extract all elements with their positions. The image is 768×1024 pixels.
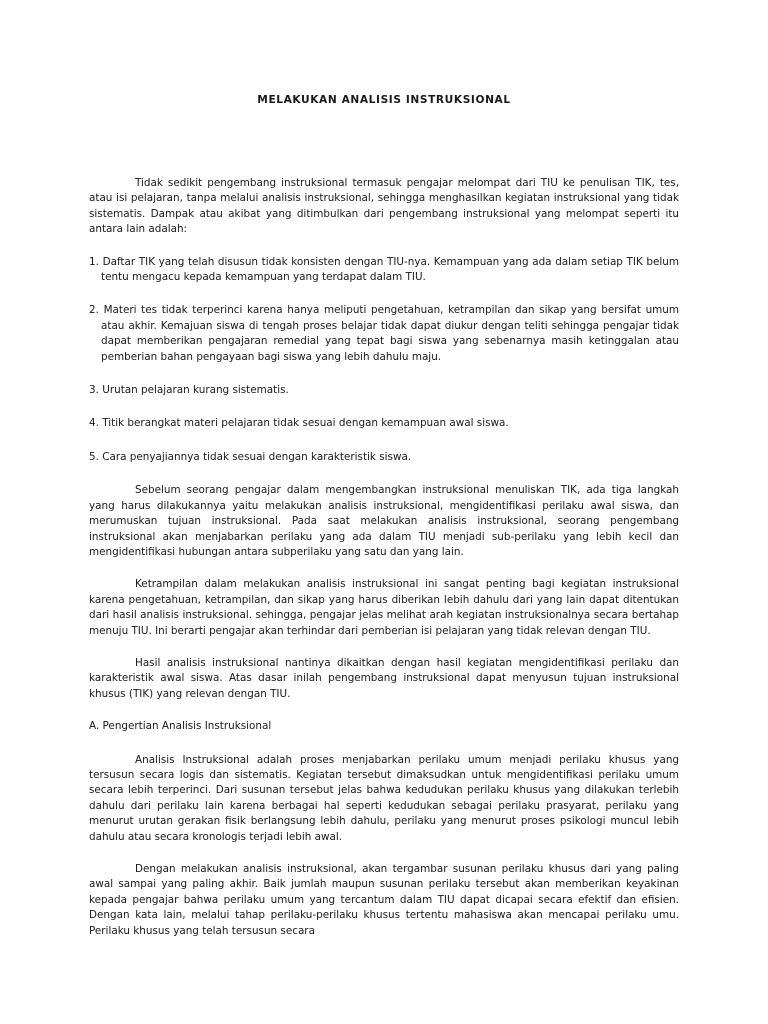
section-heading: A. Pengertian Analisis Instruksional	[89, 720, 272, 733]
list-item	[89, 303, 679, 365]
list-item	[89, 255, 679, 286]
list-item	[89, 416, 679, 431]
list-item	[89, 383, 679, 398]
list-text: Daftar TIK yang telah disusun tidak konsisten dengan TIU-nya. Kemampuan yang ada dalam setiap TIK belum tentu mengacu kepada kemampuan yang terdapat dalam TIU.	[101, 255, 679, 284]
list-item	[89, 450, 679, 465]
list-number: 4.	[89, 417, 99, 430]
list-number: 3.	[89, 384, 99, 397]
list-number: 5.	[89, 450, 99, 463]
document-title: MELAKUKAN ANALISIS INSTRUKSIONAL	[257, 94, 511, 106]
list-text: Materi tes tidak terperinci karena hanya meliputi pengetahuan, ketrampilan dan sikap yang bersifat umum atau akhir. Kemajuan siswa di tengah proses belajar tidak dapat diukur dengan teliti sehingga pengajar tidak dapat memberikan pengajaran remedial yang tepat bagi siswa yang sebenarnya masih ketinggalan atau pemberian bahan pengayaan bagi siswa yang lebih dahulu maju.	[101, 304, 679, 363]
list-number: 2.	[89, 304, 99, 317]
section-paragraph: Dengan melakukan analisis instruksional, akan tergambar susunan perilaku khusus dari yang paling awal sampai yang paling akhir. Baik jumlah maupun susunan perilaku tersebut akan memberikan keyakinan kepada pengajar bahwa perilaku umum yang tercantum dalam TIU dapat dicapai secara efektif dan efisien. Dengan kata lain, melalui tahap perilaku-perilaku khusus tertentu mahasiswa akan mencapai perilaku umu. Perilaku khusus yang telah tersusun secara	[89, 863, 679, 937]
body-paragraph: Hasil analisis instruksional nantinya dikaitkan dengan hasil kegiatan mengidentifikasi perilaku dan karakteristik awal siswa. Atas dasar inilah pengembang instruksional dapat menyusun tujuan instruksional khusus (TIK) yang relevan dengan TIU.	[89, 656, 679, 700]
document-body	[89, 176, 679, 956]
section-paragraph: Analisis Instruksional adalah proses menjabarkan perilaku umum menjadi perilaku khusus yang tersusun secara logis dan sistematis. Kegiatan tersebut dimaksudkan untuk mengidentifikasi perilaku umum secara lebih terperinci. Dari susunan tersebut jelas bahwa kedudukan perilaku khusus yang dilakukan terlebih dahulu dari perilaku lain karena berbagai hal seperti kedudukan sebagai perilaku prasyarat, perilaku yang menurut urutan gerakan fisik berlangsung lebih dahulu, perilaku yang menurut proses psikologi muncul lebih dahulu atau secara kronologis terjadi lebih awal.	[89, 753, 679, 843]
impact-list	[89, 255, 679, 466]
body-paragraph: Sebelum seorang pengajar dalam mengembangkan instruksional menuliskan TIK, ada tiga langkah yang harus dilakukannya yaitu melakukan analisis instruksional, mengidentifikasi perilaku awal siswa, dan merumuskan tujuan instruksional. Pada saat melakukan analisis instruksional, seorang pengembang instruksional akan menjabarkan perilaku yang ada dalam TIU menjadi sub-perilaku yang lebih kecil dan mengidentifikasi hubungan antara subperilaku yang satu dan yang lain.	[89, 484, 679, 558]
list-number: 1.	[89, 255, 99, 268]
intro-paragraph: Tidak sedikit pengembang instruksional termasuk pengajar melompat dari TIU ke penulisan TIK, tes, atau isi pelajaran, tanpa melalui analisis instruksional, sehingga menghasilkan kegiatan instruksional yang tidak sistematis. Dampak atau akibat yang ditimbulkan dari pengembang instruksional yang melompat seperti itu antara lain adalah:	[89, 177, 679, 236]
list-text: Urutan pelajaran kurang sistematis.	[102, 384, 289, 397]
body-paragraph: Ketrampilan dalam melakukan analisis instruksional ini sangat penting bagi kegiatan instruksional karena pengetahuan, ketrampilan, dan sikap yang harus diberikan lebih dahulu dari yang lain dapat ditentukan dari hasil analisis instruksional. sehingga, pengajar jelas melihat arah kegiatan instruksionalnya secara bertahap menuju TIU. Ini berarti pengajar akan terhindar dari pemberian isi pelajaran yang tidak relevan dengan TIU.	[89, 578, 679, 637]
list-text: Titik berangkat materi pelajaran tidak sesuai dengan kemampuan awal siswa.	[102, 417, 509, 430]
document-page	[89, 0, 679, 1024]
list-text: Cara penyajiannya tidak sesuai dengan karakteristik siswa.	[102, 450, 412, 463]
